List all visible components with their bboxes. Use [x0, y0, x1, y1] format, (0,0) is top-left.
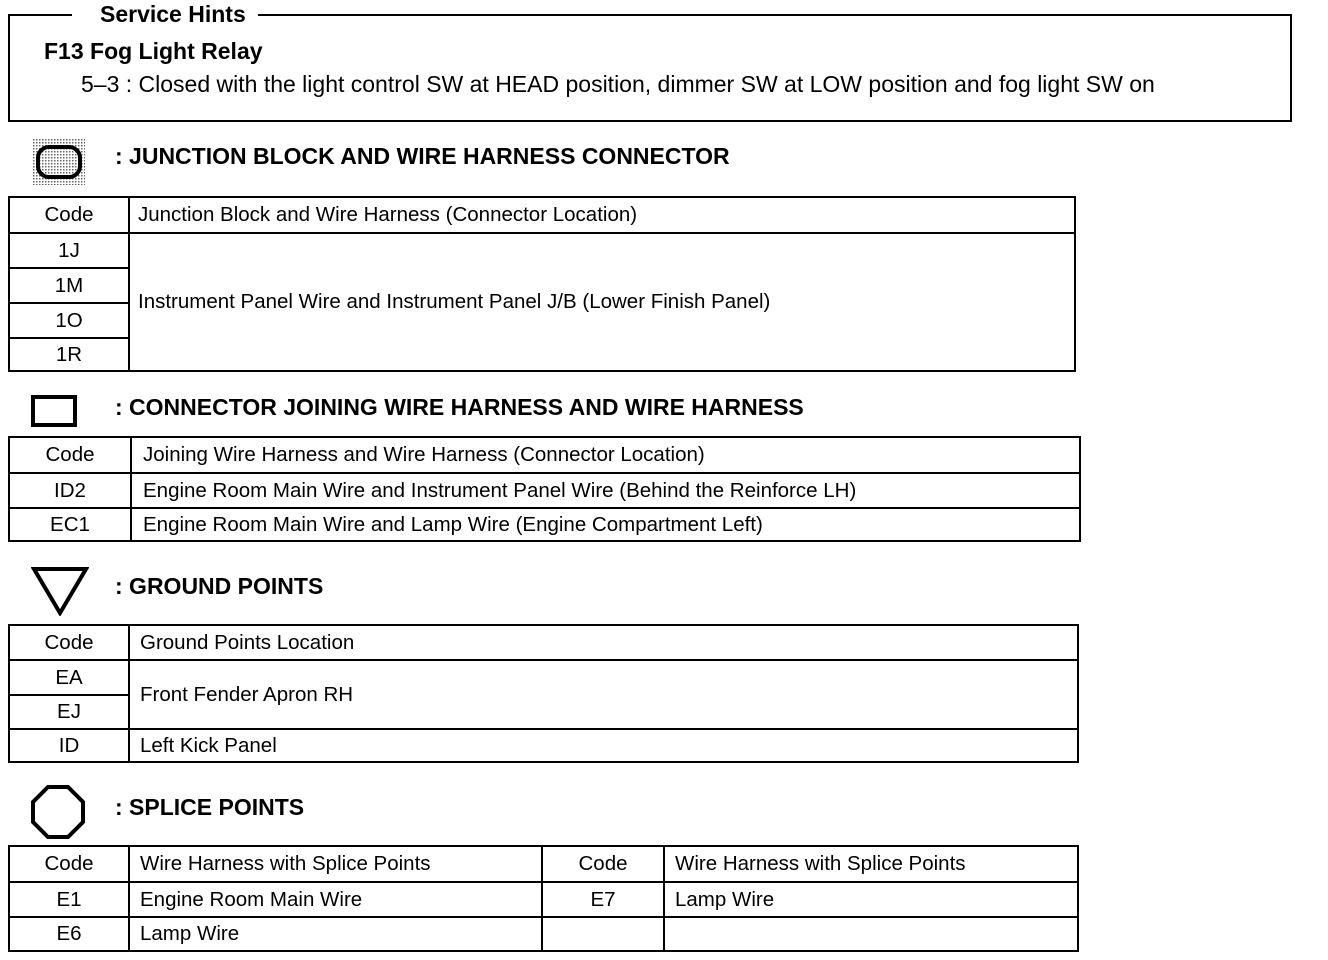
connector-header-code: Code [9, 437, 131, 473]
connector-location-cell: Engine Room Main Wire and Lamp Wire (Engine Compartment Left) [131, 508, 1080, 541]
splice-header-code: Code [9, 846, 129, 882]
connector-icon [31, 395, 77, 427]
ground-triangle-icon [31, 566, 89, 616]
service-hints-legend: Service Hints [72, 0, 258, 28]
connector-location-cell: Engine Room Main Wire and Instrument Panel Wire (Behind the Reinforce LH) [131, 473, 1080, 508]
ground-code-cell: EJ [9, 695, 129, 729]
splice-header-wire: Wire Harness with Splice Points [129, 846, 542, 882]
splice-wire-cell [664, 917, 1078, 951]
junction-code-cell: 1J [9, 233, 129, 268]
ground-location-cell: Front Fender Apron RH [129, 660, 1078, 729]
junction-header-location: Junction Block and Wire Harness (Connector Location) [129, 197, 1075, 233]
junction-code-cell: 1O [9, 303, 129, 338]
connector-code-cell: EC1 [9, 508, 131, 541]
ground-code-cell: EA [9, 660, 129, 695]
connector-code-cell: ID2 [9, 473, 131, 508]
splice-code-cell [542, 917, 664, 951]
ground-table [8, 624, 1079, 763]
service-hints-box [8, 14, 1292, 122]
splice-wire-cell: Engine Room Main Wire [129, 882, 542, 917]
splice-table [8, 845, 1079, 952]
splice-code-cell: E6 [9, 917, 129, 951]
splice-code-cell: E1 [9, 882, 129, 917]
splice-octagon-icon [30, 784, 86, 840]
hint-line: 5–3 : Closed with the light control SW at HEAD position, dimmer SW at LOW position and fog light SW on [81, 71, 1155, 97]
junction-code-cell: 1M [9, 268, 129, 303]
ground-code-cell: ID [9, 729, 129, 762]
junction-section-title: : JUNCTION BLOCK AND WIRE HARNESS CONNECTOR [115, 143, 730, 169]
connector-section-title: : CONNECTOR JOINING WIRE HARNESS AND WIRE HARNESS [115, 394, 804, 420]
splice-wire-cell: Lamp Wire [129, 917, 542, 951]
junction-header-code: Code [9, 197, 129, 233]
ground-section-title: : GROUND POINTS [115, 573, 324, 599]
splice-section-title: : SPLICE POINTS [115, 794, 305, 820]
ground-header-location: Ground Points Location [129, 625, 1078, 660]
junction-table [8, 196, 1076, 372]
junction-code-cell: 1R [9, 338, 129, 371]
connector-table [8, 436, 1081, 542]
hint-title: F13 Fog Light Relay [44, 38, 263, 64]
splice-code-cell: E7 [542, 882, 664, 917]
junction-block-icon [33, 139, 85, 185]
splice-header-wire: Wire Harness with Splice Points [664, 846, 1078, 882]
ground-location-cell: Left Kick Panel [129, 729, 1078, 762]
connector-header-location: Joining Wire Harness and Wire Harness (Connector Location) [131, 437, 1080, 473]
ground-header-code: Code [9, 625, 129, 660]
splice-wire-cell: Lamp Wire [664, 882, 1078, 917]
junction-location-cell: Instrument Panel Wire and Instrument Panel J/B (Lower Finish Panel) [129, 233, 1075, 371]
splice-header-code: Code [542, 846, 664, 882]
